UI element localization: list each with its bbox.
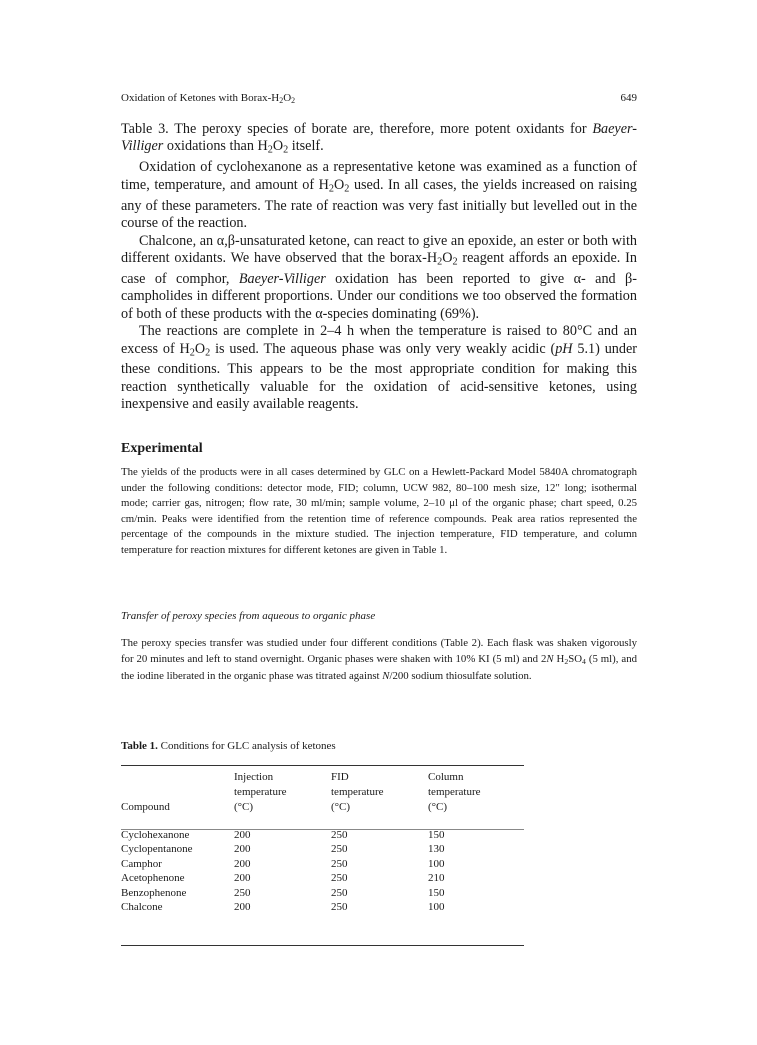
table-row: Cyclohexanone 200 250 150 [121,829,445,841]
paragraph-1: Table 3. The peroxy species of borate are, therefore, more potent oxidants for Baeyer-Villiger oxidations than $H_2O_2$ itself. [121,121,637,156]
experimental-text: The yields of the products were in all cases determined by GLC on a Hewlett-Packard Model 5840A chromatograph under the following conditions: detector mode, FID; column, UCW 982, 80–100 mesh size, 12″ long; isothermal mode; carrier gas, nitrogen; flow rate, 30 ml/min; sample volume, 2–10 μl of the organic phase; chart speed, 0.25 cm/min. Peaks were identified from the retention time of reference compounds. Peak area ratios represented the percentage of the compounds in the mixture studied. The injection temperature, FID temperature, and column temperature for reaction mixtures for different ketones are given in Table 1. [121,466,637,556]
table-row: Benzophenone 250 250 150 [121,886,445,899]
glc-conditions-table [121,770,524,914]
table-top-rule [121,765,524,766]
table-header-row: Compound (°C) (°C) (°C) [121,801,448,813]
table-caption: Table 1. Conditions for GLC analysis of ketones [121,740,336,752]
table-bottom-rule [121,945,524,946]
table-header-row: temperature temperature temperature [234,786,481,798]
running-head [121,92,637,105]
experimental-heading: Experimental [121,441,203,456]
transfer-text: The peroxy species transfer was studied under four different conditions (Table 2). Each flask was shaken vigorously for 20 minutes and left to stand overnight. Organic phases were shaken with 10% KI (5 ml) and 2N $H_2SO_4$ (5 ml), and the iodine liberated in the organic phase was titrated against N/200 sodium thiosulfate solution. [121,637,637,683]
paragraph-3: Chalcone, an α,β-unsaturated ketone, can react to give an epoxide, an ester or both with different oxidants. We have observed that the borax-$H_2O_2$ reagent affords an epoxide. In case of comphor, Baeyer-Villiger oxidation has been reported to give α- and β-campholides in different proportions. Under our conditions we too observed the formation of both of these products with the α-species dominating (69%). [121,232,637,322]
paragraph-2: Oxidation of cyclohexanone as a representative ketone was examined as a function of time, temperature, and amount of $H_2O_2$ used. In all cases, the yields increased on raising any of these parameters. The rate of reaction was very fast initially but levelled out in the course of the reaction. [121,159,637,232]
transfer-heading: Transfer of peroxy species from aqueous to organic phase [121,610,376,622]
table-row: Cyclopentanone 200 250 130 [121,843,445,856]
running-title: Oxidation of Ketones with Borax-$H_2O_2$ [121,92,296,105]
paragraph-4: The reactions are complete in 2–4 h when the temperature is raised to 80°C and an excess of $H_2O_2$ is used. The aqueous phase was only very weakly acidic (pH 5.1) under these conditions. This appears to be the most appropriate condition for making this reaction synthetically valuable for the oxidation of acid-sensitive ketones, using inexpensive and easily available reagents. [121,323,637,413]
table-header-row: Injection FID Column [234,771,464,783]
table-row: Chalcone 200 250 100 [121,901,445,914]
table-row: Acetophenone 200 250 210 [121,872,445,885]
body-text [121,121,637,414]
table-row: Camphor 200 250 100 [121,857,445,870]
page-number: 649 [620,92,637,104]
